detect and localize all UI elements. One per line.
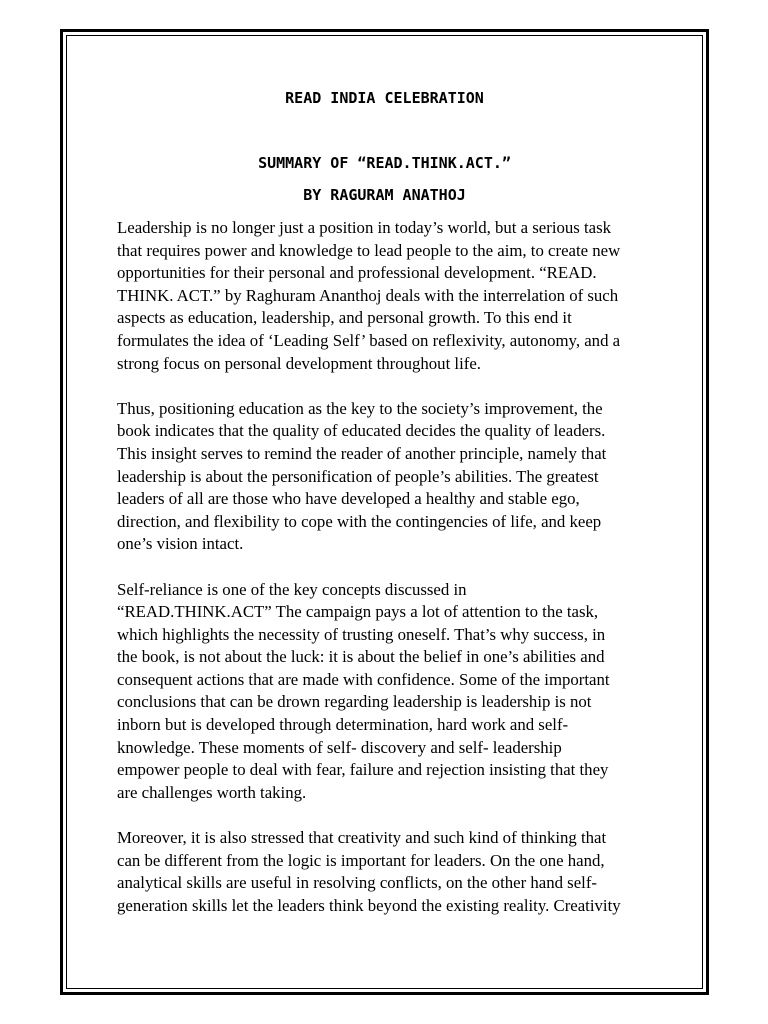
paragraph	[117, 398, 655, 556]
text-line: Leadership is no longer just a position in today’s world, but a serious task	[117, 218, 612, 237]
text-line: that requires power and knowledge to lead people to the aim, to create new	[117, 240, 621, 260]
text-line: one’s vision intact.	[117, 534, 244, 554]
text-line: inborn but is developed through determination, hard work and self-	[117, 715, 569, 735]
author-line: BY RAGURAM ANATHOJ	[303, 186, 466, 204]
text-line: This insight serves to remind the reader of another principle, namely that	[117, 443, 607, 463]
paragraph	[117, 217, 655, 375]
text-line: generation skills let the leaders think beyond the existing reality. Creativity	[117, 895, 621, 915]
summary-title: SUMMARY OF “READ.THINK.ACT.”	[258, 154, 511, 172]
text-line: leadership is about the personification of people’s abilities. The greatest	[117, 466, 599, 486]
text-line: Moreover, it is also stressed that creativity and such kind of thinking that	[117, 828, 607, 848]
text-line: book indicates that the quality of educated decides the quality of leaders.	[117, 421, 606, 441]
text-line: empower people to deal with fear, failure and rejection insisting that they	[117, 760, 609, 780]
paragraph	[117, 827, 655, 917]
text-line: the book, is not about the luck: it is about the belief in one’s abilities and	[117, 647, 605, 667]
text-line: knowledge. These moments of self- discovery and self- leadership	[117, 737, 562, 757]
document-body	[117, 217, 655, 917]
text-line: are challenges worth taking.	[117, 782, 307, 802]
text-line: conclusions that can be drown regarding leadership is leadership is not	[117, 692, 592, 712]
text-line: direction, and flexibility to cope with the contingencies of life, and keep	[117, 511, 602, 531]
text-line: opportunities for their personal and professional development. “READ.	[117, 263, 597, 283]
event-title: READ INDIA CELEBRATION	[285, 89, 484, 107]
text-line: which highlights the necessity of trusting oneself. That’s why success, in	[117, 624, 606, 644]
text-line: leaders of all are those who have developed a healthy and stable ego,	[117, 489, 580, 509]
text-line: Thus, positioning education as the key to the society’s improvement, the	[117, 398, 603, 418]
text-line: Self-reliance is one of the key concepts discussed in	[117, 579, 467, 599]
text-line: THINK. ACT.” by Raghuram Ananthoj deals with the interrelation of such	[117, 285, 619, 305]
text-line: formulates the idea of ‘Leading Self’ based on reflexivity, autonomy, and a	[117, 330, 621, 350]
text-line: can be different from the logic is important for leaders. On the one hand,	[117, 850, 605, 870]
text-line: “READ.THINK.ACT” The campaign pays a lot of attention to the task,	[117, 602, 599, 622]
text-line: aspects as education, leadership, and personal growth. To this end it	[117, 308, 572, 328]
text-line: strong focus on personal development throughout life.	[117, 353, 481, 373]
text-line: analytical skills are useful in resolving conflicts, on the other hand self-	[117, 873, 597, 893]
text-line: consequent actions that are made with confidence. Some of the important	[117, 669, 610, 689]
paragraph	[117, 579, 655, 805]
